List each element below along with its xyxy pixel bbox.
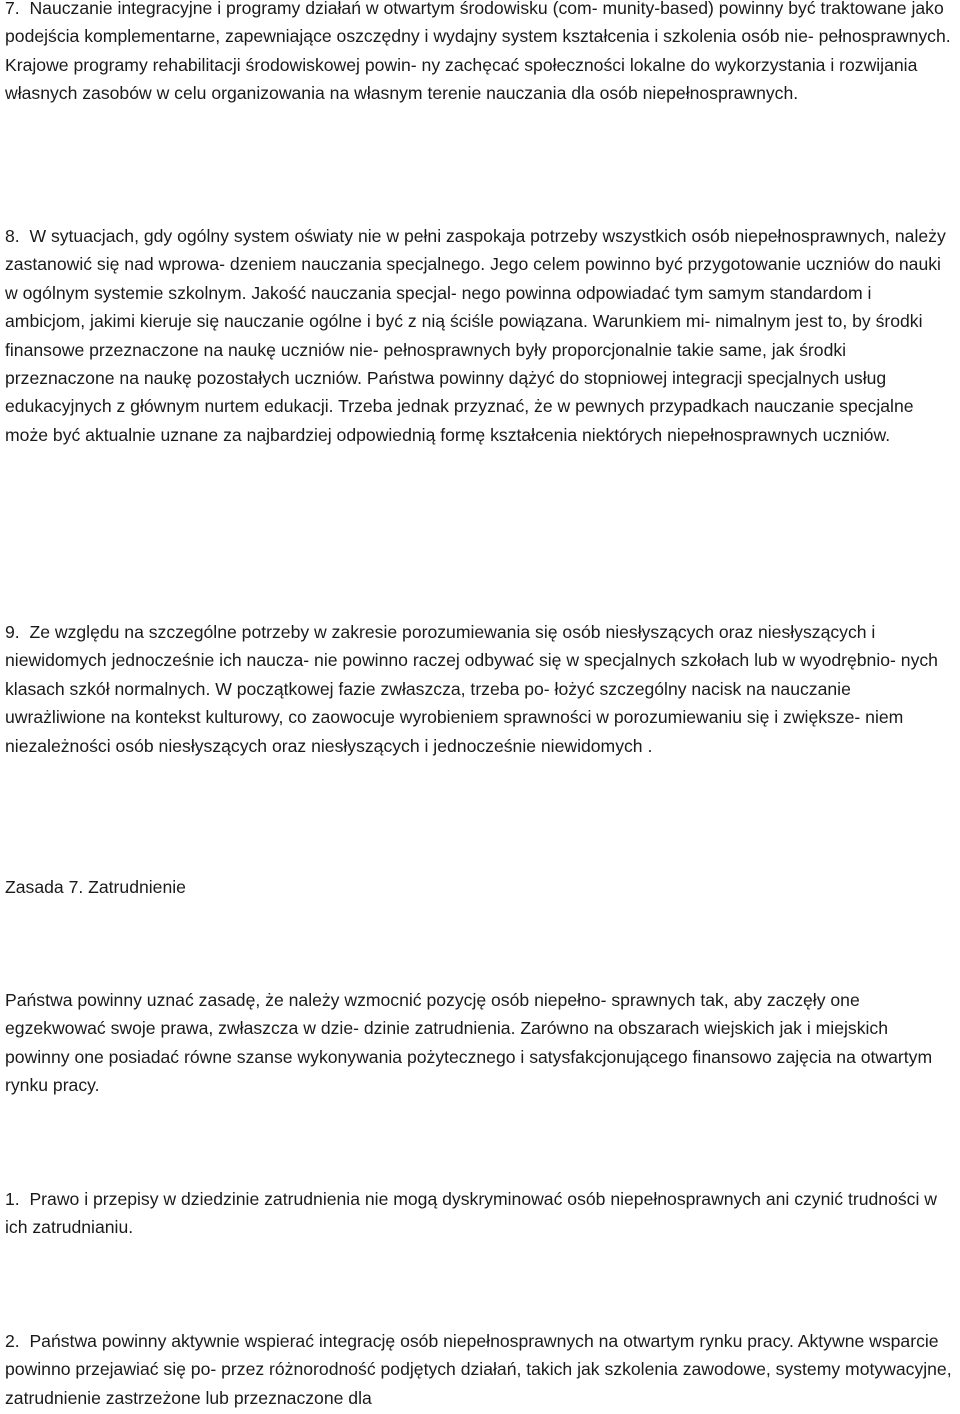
section-heading-text: Zasada 7. Zatrudnienie: [5, 877, 186, 897]
paragraph-7-text: 7. Nauczanie integracyjne i programy działań w otwartym środowisku (com- munity-based) powinny być traktowane jako podejścia komplementarne, zapewniające oszczędny i wydajny system kształcenia i szkolenia osób nie- pełnosprawnych. Krajowe programy rehabilitacji środowiskowej powin- ny zachęcać społeczności lokalne do wykorzystania i rozwijania własnych zasobów w celu organizowania na własnym terenie nauczania dla osób niepełnosprawnych.: [5, 0, 951, 104]
paragraph-1-text: 1. Prawo i przepisy w dziedzinie zatrudnienia nie mogą dyskryminować osób niepełnosprawnych ani czynić trudności w ich zatrudnianiu.: [5, 1189, 937, 1238]
paragraph-8-text: 8. W sytuacjach, gdy ogólny system oświaty nie w pełni zaspokaja potrzeby wszystkich osób niepełnosprawnych, należy zastanowić się nad wprowa- dzeniem nauczania specjalnego. Jego celem powinno być przygotowanie uczniów do nauki w ogólnym systemie szkolnym. Jakość nauczania specjal- nego powinna odpowiadać tym samym standardom i ambicjom, jakimi kieruje się nauczanie ogólne i być z nią ściśle powiązana. Warunkiem mi- nimalnym jest to, by środki finansowe przeznaczone na naukę uczniów nie- pełnosprawnych były proporcjonalnie takie same, jak środki przeznaczone na naukę pozostałych uczniów. Państwa powinny dążyć do stopniowej integracji specjalnych usług edukacyjnych z głównym nurtem edukacji. Trzeba jednak przyznać, że w pewnych przypadkach nauczanie specjalne może być aktualnie uznane za najbardziej odpowiednią formę kształcenia niektórych niepełnosprawnych uczniów.: [5, 226, 946, 445]
paragraph-intro-text: Państwa powinny uznać zasadę, że należy wzmocnić pozycję osób niepełno- sprawnych tak, aby zaczęły one egzekwować swoje prawa, zwłaszcza w dzie- dzinie zatrudnienia. Zarówno na obszarach wiejskich jak i miejskich powinny one posiadać równe szanse wykonywania pożytecznego i satysfakcjonującego finansowo zajęcia na otwartym rynku pracy.: [5, 990, 933, 1096]
paragraph-9-text: 9. Ze względu na szczególne potrzeby w zakresie porozumiewania się osób niesłyszących oraz niesłyszących i niewidomych jednocześnie ich naucza- nie powinno raczej odbywać się w specjalnych szkołach lub w wyodrębnio- nych klasach szkół normalnych. W początkowej fazie zwłaszcza, trzeba po- łożyć szczególny nacisk na nauczanie uwrażliwione na kontekst kulturowy, co zaowocuje wyrobieniem sprawności w porozumiewaniu się i zwiększe- niem niezależności osób niesłyszących oraz niesłyszących i jednocześnie niewidomych .: [5, 622, 938, 756]
paragraph-2-text: 2. Państwa powinny aktywnie wspierać integrację osób niepełnosprawnych na otwartym rynku pracy. Aktywne wsparcie powinno przejawiać się po- przez różnorodność podjętych działań, takich jak szkolenia zawodowe, systemy motywacyjne, zatrudnienie zastrzeżone lub przeznaczone dla: [5, 1331, 952, 1408]
paragraph-2: [5, 1327, 955, 1412]
section-heading: [5, 873, 955, 901]
paragraph-1: [5, 1185, 955, 1242]
paragraph-9: [5, 618, 955, 760]
paragraph-8: [5, 222, 955, 449]
paragraph-7: [5, 0, 955, 108]
paragraph-intro: [5, 986, 955, 1100]
